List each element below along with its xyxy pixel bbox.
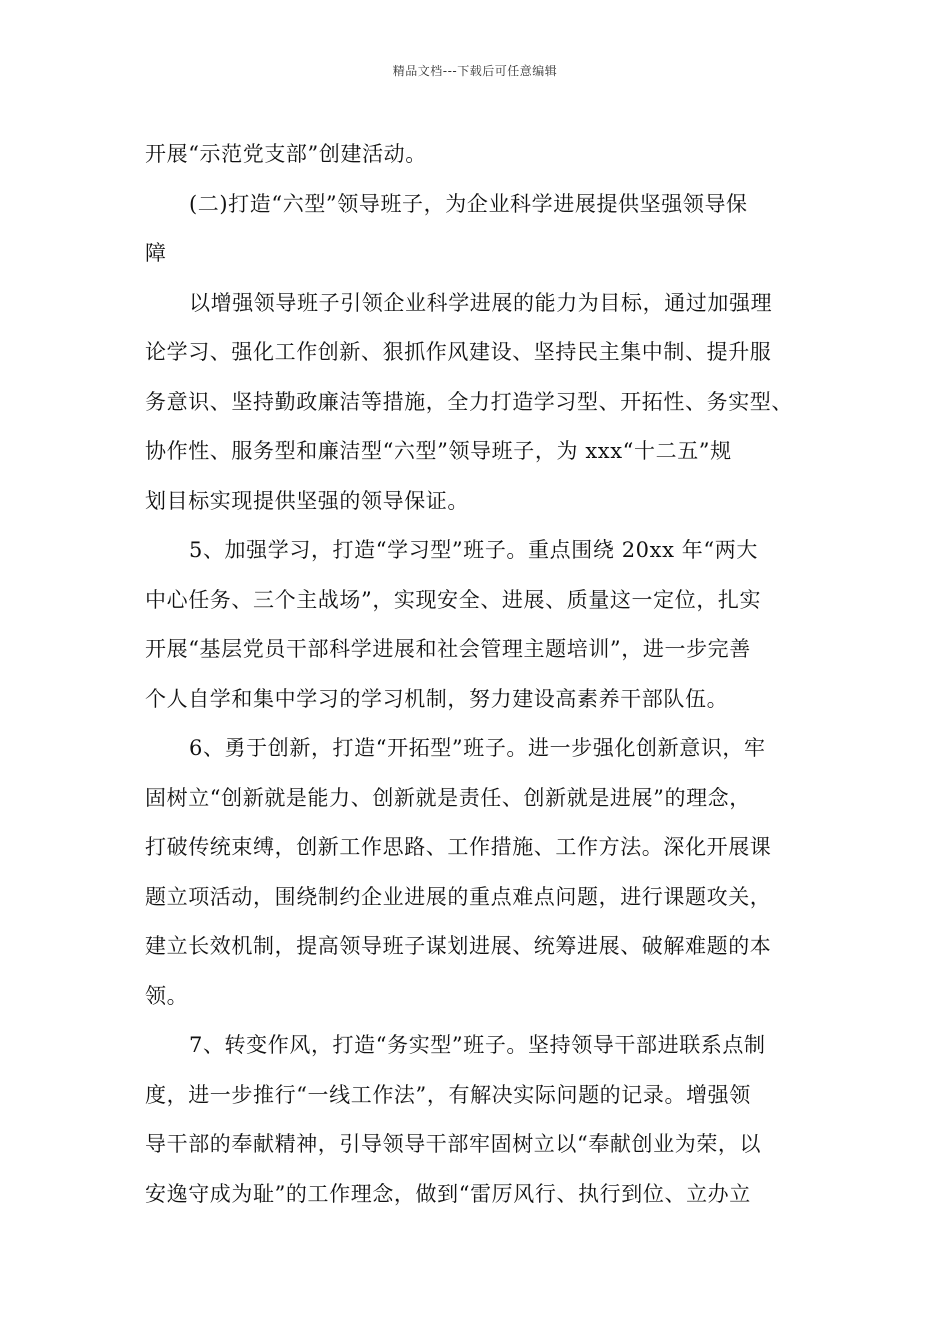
text-line: 以增强领导班子引领企业科学进展的能力为目标，通过加强理 [189,290,773,315]
text-line: 固树立“创新就是能力、创新就是责任、创新就是进展”的理念， [145,785,751,810]
text-line: 中心任务、三个主战场”，实现安全、进展、质量这一定位，扎实 [145,587,762,612]
text-line: 领。 [145,983,189,1008]
text-line: 7、转变作风，打造“务实型”班子。坚持领导干部进联系点制 [189,1033,766,1057]
text-line: 题立项活动，围绕制约企业进展的重点难点问题，进行课题攻关， [145,884,772,909]
text-line: 5、加强学习，打造“学习型”班子。重点围绕 20xx 年“两大 [189,538,758,562]
text-line: 开展“基层党员干部科学进展和社会管理主题培训”，进一步完善 [145,637,751,661]
text-line: 开展“示范党支部”创建活动。 [145,142,427,166]
text-line: 协作性、服务型和廉洁型“六型”领导班子，为 xxx“十二五”规 [145,439,732,463]
page-header: 精品文档---下载后可任意编辑 [392,64,558,78]
text-line: 建立长效机制，提高领导班子谋划进展、统筹进展、破解难题的本 [145,934,772,958]
text-line: 务意识、坚持勤政廉洁等措施，全力打造学习型、开拓性、务实型、 [145,389,793,414]
text-line: (二)打造“六型”领导班子，为企业科学进展提供坚强领导保 [189,191,748,216]
text-line: 个人自学和集中学习的学习机制，努力建设高素养干部队伍。 [145,686,729,711]
text-line: 打破传统束缚，创新工作思路、工作措施、工作方法。深化开展课 [145,835,772,859]
text-line: 障 [145,241,167,265]
text-line: 划目标实现提供坚强的领导保证。 [145,488,469,513]
text-line: 论学习、强化工作创新、狠抓作风建设、坚持民主集中制、提升服 [145,340,772,364]
document-body [145,130,825,1219]
text-line: 6、勇于创新，打造“开拓型”班子。进一步强化创新意识，牢 [189,736,766,760]
text-line: 度，进一步推行“一线工作法”，有解决实际问题的记录。增强领 [145,1082,751,1107]
text-line: 安逸守成为耻”的工作理念，做到“雷厉风行、执行到位、立办立 [145,1181,751,1206]
text-line: 导干部的奉献精神，引导领导干部牢固树立以“奉献创业为荣，以 [145,1132,762,1156]
